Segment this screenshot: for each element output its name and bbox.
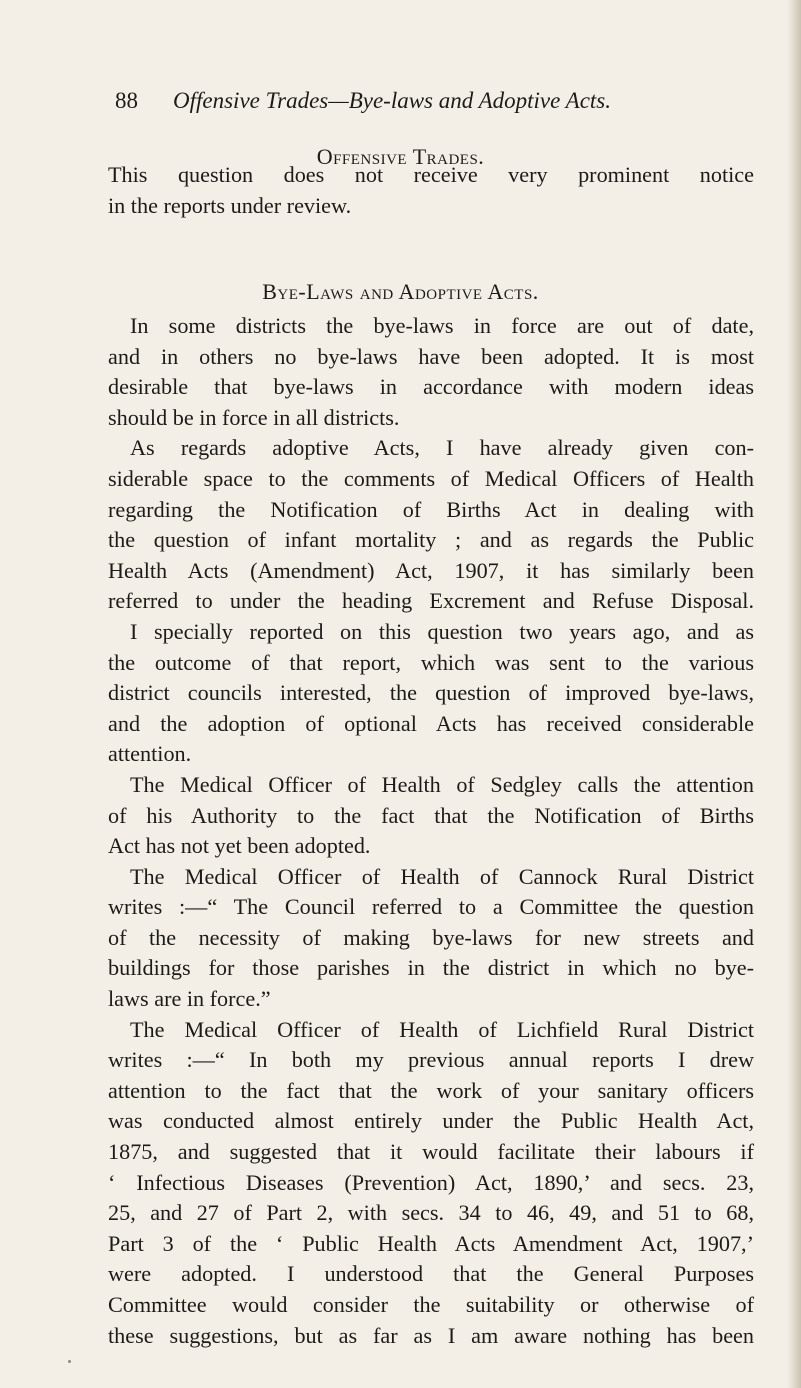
text-line: of the necessity of making bye-laws for new streets and	[108, 924, 754, 950]
text-line: Committee would consider the suitability or otherwise of	[108, 1292, 754, 1317]
text-line: ‘ Infectious Diseases (Prevention) Act, 1890,’ and secs. 23,	[108, 1169, 754, 1195]
text-line: I specially reported on this question two years ago, and as	[130, 618, 754, 644]
text-line: attention to the fact that the work of your sanitary officers	[108, 1077, 754, 1103]
text-line: desirable that bye-laws in accordance with modern ideas	[108, 374, 754, 400]
text-line: the question of infant mortality ; and as regards the Public	[108, 527, 754, 553]
text-line: siderable space to the comments of Medical Officers of Health	[108, 465, 754, 491]
running-title: Offensive Trades—Bye-laws and Adoptive Acts.	[173, 88, 612, 113]
section-heading-offensive-trades: Offensive Trades.	[316, 144, 485, 169]
text-line: 25, and 27 of Part 2, with secs. 34 to 46, 49, and 51 to 68,	[108, 1200, 754, 1226]
text-line: regarding the Notification of Births Act in dealing with	[108, 496, 754, 522]
text-line: and the adoption of optional Acts has received considerable	[108, 710, 754, 736]
running-header	[115, 88, 755, 122]
text-line: As regards adoptive Acts, I have already given con-	[130, 435, 754, 461]
text-line: and in others no bye-laws have been adopted. It is most	[108, 343, 754, 369]
text-line: the outcome of that report, which was sent to the various	[108, 649, 754, 675]
text-line: was conducted almost entirely under the Public Health Act,	[108, 1108, 754, 1134]
text-line: The Medical Officer of Health of Cannock Rural District	[130, 863, 754, 889]
text-line: 1875, and suggested that it would facilitate their labours if	[108, 1139, 754, 1165]
text-line: should be in force in all districts.	[108, 404, 400, 430]
text-line: were adopted. I understood that the General Purposes	[108, 1261, 754, 1287]
text-line: Part 3 of the ‘ Public Health Acts Amendment Act, 1907,’	[108, 1230, 754, 1256]
text-line: attention.	[108, 741, 192, 767]
text-line: Health Acts (Amendment) Act, 1907, it has similarly been	[108, 557, 754, 583]
text-line: This question does not receive very prominent notice	[108, 162, 754, 187]
page-number: 88	[115, 88, 138, 113]
text-line: these suggestions, but as far as I am aware nothing has been	[108, 1322, 754, 1348]
text-line: laws are in force.”	[108, 986, 271, 1012]
text-line: writes :—“ In both my previous annual reports I drew	[108, 1047, 754, 1073]
text-line: of his Authority to the fact that the Notification of Births	[108, 802, 754, 828]
section-body-bye-laws	[108, 311, 754, 1351]
text-line: writes :—“ The Council referred to a Committee the question	[108, 894, 754, 920]
text-line: In some districts the bye-laws in force are out of date,	[130, 313, 754, 338]
text-line: buildings for those parishes in the district in which no bye-	[108, 955, 754, 981]
text-line: in the reports under review.	[108, 192, 352, 218]
paper-speck	[68, 1360, 71, 1363]
section-body-offensive-trades	[108, 160, 754, 221]
text-line: The Medical Officer of Health of Lichfield Rural District	[130, 1016, 754, 1042]
text-line: district councils interested, the question of improved bye-laws,	[108, 680, 754, 706]
section-heading-bye-laws: Bye-Laws and Adoptive Acts.	[262, 279, 539, 304]
text-line: Act has not yet been adopted.	[108, 833, 371, 859]
page-edge-shadow	[787, 0, 801, 1388]
text-line: The Medical Officer of Health of Sedgley calls the attention	[130, 771, 754, 797]
text-line: referred to under the heading Excrement and Refuse Disposal.	[108, 588, 754, 614]
